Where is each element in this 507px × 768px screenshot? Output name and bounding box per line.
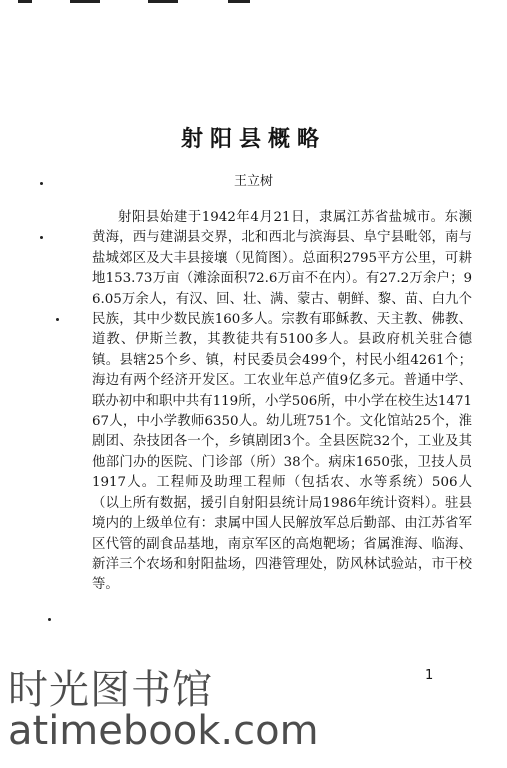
scan-speck <box>56 318 59 321</box>
scan-speck <box>40 236 43 239</box>
top-edge-mark <box>228 0 250 3</box>
top-edge-mark <box>18 0 32 3</box>
author-name: 王立树 <box>233 174 273 189</box>
page-number: 1 <box>425 668 434 683</box>
top-edge-mark <box>70 0 100 3</box>
body-paragraph: 射阳县始建于1942年4月21日，隶属江苏省盐城市。东濒黄海，西与建湖县交界，北和西北与滨海县、阜宁县毗邻，南与盐城郊区及大丰县接壤（见简图）。总面积2795平方公里，可耕地153.73万亩（滩涂面积72.6万亩不在内）。有27.2万余户；96.05万余人，有汉、回、壮、满、蒙古、朝鲜、黎、苗、白九个民族，其中少数民族160多人。宗教有耶稣教、天主教、佛教、道教、伊斯兰教，其教徒共有5100多人。县政府机关驻合德镇。县辖25个乡、镇，村民委员会499个，村民小组4261个；海边有两个经济开发区。工农业年总产值9亿多元。普通中学、联办初中和职中共有119所，小学506所，中小学在校生达147167人，中小学教师6350人。幼儿班751个。文化馆站25个，淮剧团、杂技团各一个，乡镇剧团3个。全县医院32个，工业及其他部门办的医院、门诊部（所）38个。病床1650张，卫技人员1917人。工程师及助理工程师（包括农、水等系统）506人（以上所有数据，援引自射阳县统计局1986年统计资料）。驻县境内的上级单位有：隶属中国人民解放军总后勤部、由江苏省军区代管的副食品基地，南京军区的高炮靶场；省属淮海、临海、新洋三个农场和射阳盐场，四港管理处，防风林试验站，市干校等。 <box>92 210 472 593</box>
watermark-title: 时光图书馆 <box>8 667 213 713</box>
document-title: 射阳县概略 <box>180 126 326 152</box>
scan-speck <box>48 618 51 621</box>
top-edge-mark <box>148 0 178 3</box>
watermark-url: atimebook.com <box>8 708 319 754</box>
